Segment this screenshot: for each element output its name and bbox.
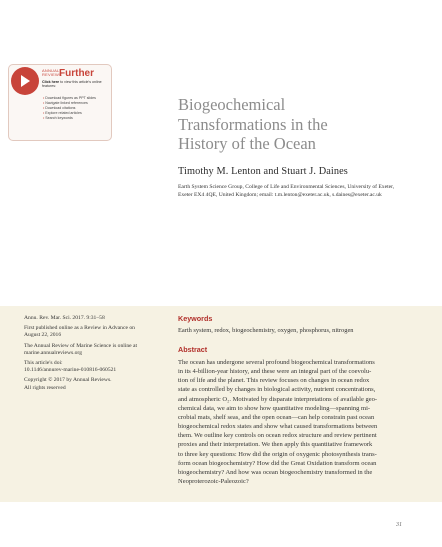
page-number: 31	[396, 522, 402, 528]
list-item[interactable]: • Navigate linked references	[43, 101, 96, 106]
doi-note: This article's doi: 10.1146/annurev-marine-010816-060521	[24, 360, 164, 374]
citation: Annu. Rev. Mar. Sci. 2017. 9:31–58	[24, 315, 105, 321]
list-item[interactable]: • Download citations	[43, 106, 96, 111]
article-title: Biogeochemical Transformations in the History of the Ocean	[178, 95, 328, 153]
keywords-text: Earth system, redox, biogeochemistry, oxygen, phosphorus, nitrogen	[178, 327, 354, 334]
click-here-link[interactable]: Click here	[42, 80, 60, 84]
list-item[interactable]: • Download figures as PPT slides	[43, 96, 96, 101]
further-label: Further	[59, 68, 94, 79]
play-arrow-icon	[11, 67, 39, 95]
further-features-list	[38, 96, 96, 121]
doi-link[interactable]: 10.1146/annurev-marine-010816-060521	[24, 367, 117, 374]
published-online-note: First published online as a Review in Advance on August 22, 2016	[24, 325, 135, 339]
article-metadata-sidebar	[24, 315, 164, 395]
list-item[interactable]: • Explore related articles	[43, 111, 96, 116]
online-at-note: The Annual Review of Marine Science is online at marine.annualreviews.org	[24, 342, 138, 356]
further-online-features-box[interactable]	[8, 64, 112, 141]
list-item[interactable]: • Search keywords	[43, 116, 96, 121]
annual-reviews-logo: ANNUAL REVIEWS	[42, 68, 62, 77]
abstract-heading: Abstract	[178, 345, 208, 354]
further-info-text: Click here to view this article's online features:	[42, 80, 102, 89]
copyright-note: Copyright © 2017 by Annual Reviews. All rights reserved	[24, 377, 112, 391]
abstract-text: The ocean has undergone several profound biogeochemical transformations in its 4-billion-year history, and these were an integral part of the coevolu- tion of life and the planet. This review focuses on changes in ocean redox state as controlled by changes in biological activity, nutrient concentrations, and atmospheric O₂. Motivated by disparate interpretations of available geo- chemical data, we aim to show how quantitative modeling—spanning mi- crobial mats, shelf seas, and the open ocean—can help constrain past ocean biogeochemical redox states and show what caused transformations between them. We outline key controls on ocean redox structure and review pertinent proxies and their interpretation. We then apply this quantitative framework to three key questions: How did the origin of oxygenic photosynthesis trans- form ocean biogeochemistry? How did the Great Oxidation transform ocean biogeochemistry? And how was ocean biogeochemistry transformed in the Neoproterozoic-Paleozoic?	[178, 359, 378, 486]
author-affiliation: Earth System Science Group, College of Life and Environmental Sciences, University of Exeter, Exeter EX4 4QE, United Kingdom; email: t.m.lenton@exeter.ac.uk, s.daines@exeter.ac.uk	[178, 184, 395, 199]
keywords-heading: Keywords	[178, 314, 213, 323]
article-authors: Timothy M. Lenton and Stuart J. Daines	[178, 166, 348, 177]
